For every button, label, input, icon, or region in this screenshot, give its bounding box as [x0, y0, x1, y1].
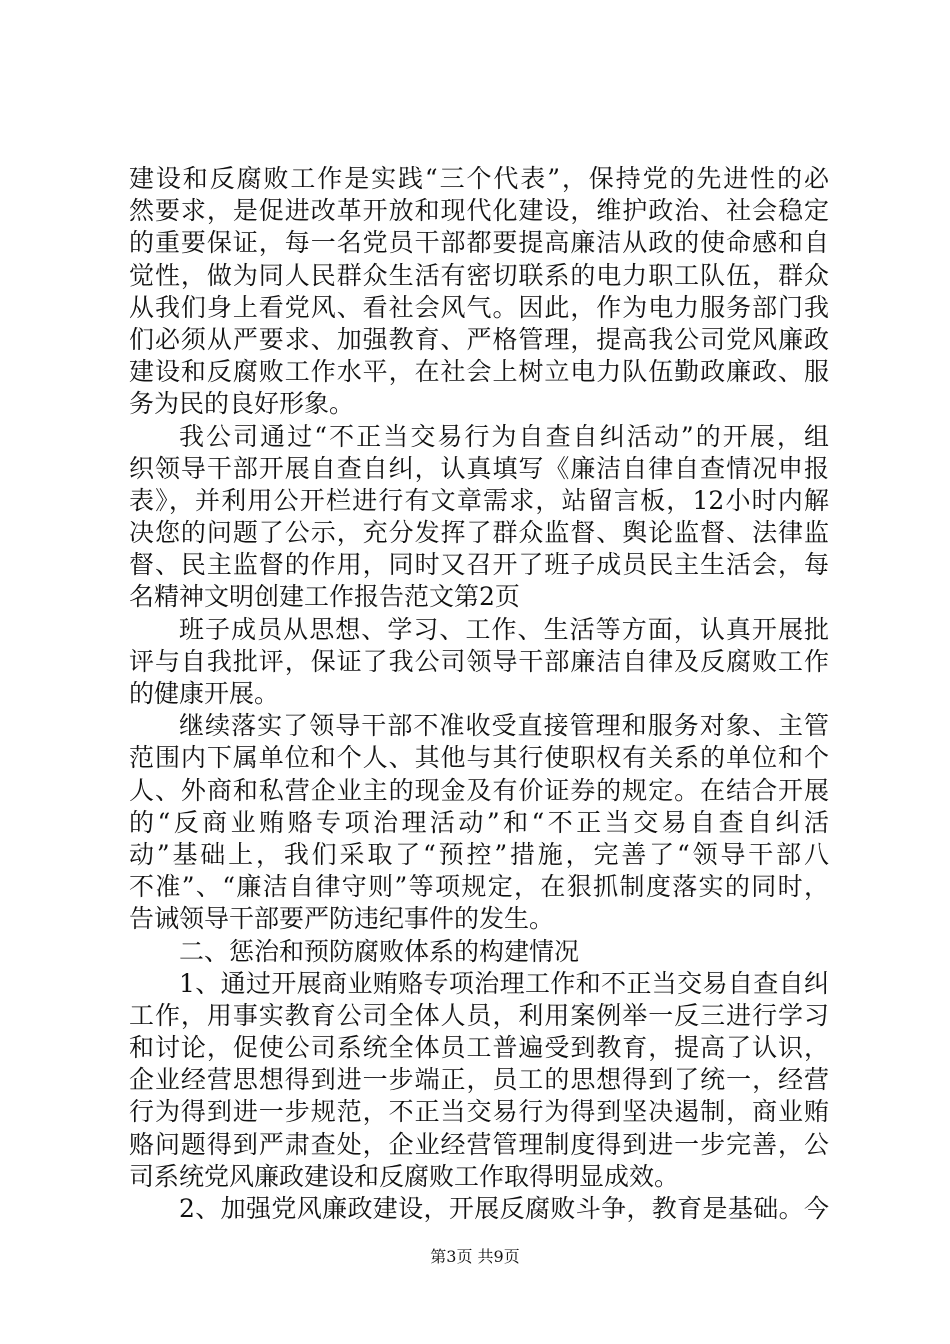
text-line: 然要求，是促进改革开放和现代化建设，维护政治、社会稳定 — [129, 196, 829, 226]
text-line: 表》，并利用公开栏进行有文章需求，站留言板，12小时内解 — [129, 485, 829, 515]
text-line: 告诫领导干部要严防违纪事件的发生。 — [129, 904, 555, 934]
text-line: 继续落实了领导干部不准收受直接管理和服务对象、主管 — [179, 711, 829, 741]
text-line: 工作，用事实教育公司全体人员，利用案例举一反三进行学习 — [129, 1000, 829, 1030]
text-line: 建设和反腐败工作水平，在社会上树立电力队伍勤政廉政、服 — [129, 357, 829, 387]
text-line: 范围内下属单位和个人、其他与其行使职权有关系的单位和个 — [129, 743, 829, 773]
text-line: 和讨论，促使公司系统全体员工普遍受到教育，提高了认识， — [129, 1033, 829, 1063]
text-line: 动”基础上，我们采取了“预控”措施，完善了“领导干部八 — [129, 839, 829, 869]
text-line: 不准”、“廉洁自律守则”等项规定，在狠抓制度落实的同时， — [129, 872, 829, 902]
text-line: 评与自我批评，保证了我公司领导干部廉洁自律及反腐败工作 — [129, 646, 829, 676]
text-line: 名精神文明创建工作报告范文第2页 — [129, 582, 520, 612]
text-line: 织领导干部开展自查自纠，认真填写《廉洁自律自查情况申报 — [129, 453, 829, 483]
text-line: 2、加强党风廉政建设，开展反腐败斗争，教育是基础。今 — [179, 1194, 829, 1223]
document-body — [129, 163, 829, 1225]
text-line: 觉性，做为同人民群众生活有密切联系的电力职工队伍，群众 — [129, 260, 829, 290]
text-line: 人、外商和私营企业主的现金及有价证券的规定。在结合开展 — [129, 775, 829, 805]
text-line: 务为民的良好形象。 — [129, 389, 355, 419]
text-line: 的重要保证，每一名党员干部都要提高廉洁从政的使命感和自 — [129, 228, 829, 258]
text-line: 的“反商业贿赂专项治理活动”和“不正当交易自查自纠活 — [129, 807, 829, 837]
text-line: 赂问题得到严肃查处，企业经营管理制度得到进一步完善，公 — [129, 1129, 829, 1159]
text-line: 决您的问题了公示，充分发挥了群众监督、舆论监督、法律监 — [129, 518, 829, 548]
text-line: 督、民主监督的作用，同时又召开了班子成员民主生活会，每 — [129, 550, 829, 580]
text-line: 司系统党风廉政建设和反腐败工作取得明显成效。 — [129, 1161, 680, 1191]
text-line: 从我们身上看党风、看社会风气。因此，作为电力服务部门我 — [129, 292, 829, 322]
page-footer: 第3页 共9页 — [430, 1247, 520, 1266]
text-line: 我公司通过“不正当交易行为自查自纠活动”的开展，组 — [179, 421, 829, 451]
text-line: 行为得到进一步规范，不正当交易行为得到坚决遏制，商业贿 — [129, 1097, 829, 1127]
text-line: 企业经营思想得到进一步端正，员工的思想得到了统一，经营 — [129, 1065, 829, 1095]
text-line: 的健康开展。 — [129, 679, 280, 708]
text-line: 们必须从严要求、加强教育、严格管理，提高我公司党风廉政 — [129, 324, 829, 354]
text-line: 班子成员从思想、学习、工作、生活等方面，认真开展批 — [179, 614, 829, 644]
text-line: 1、通过开展商业贿赂专项治理工作和不正当交易自查自纠 — [179, 968, 829, 998]
text-line: 二、惩治和预防腐败体系的构建情况 — [179, 936, 580, 966]
text-line: 建设和反腐败工作是实践“三个代表”，保持党的先进性的必 — [129, 164, 829, 193]
